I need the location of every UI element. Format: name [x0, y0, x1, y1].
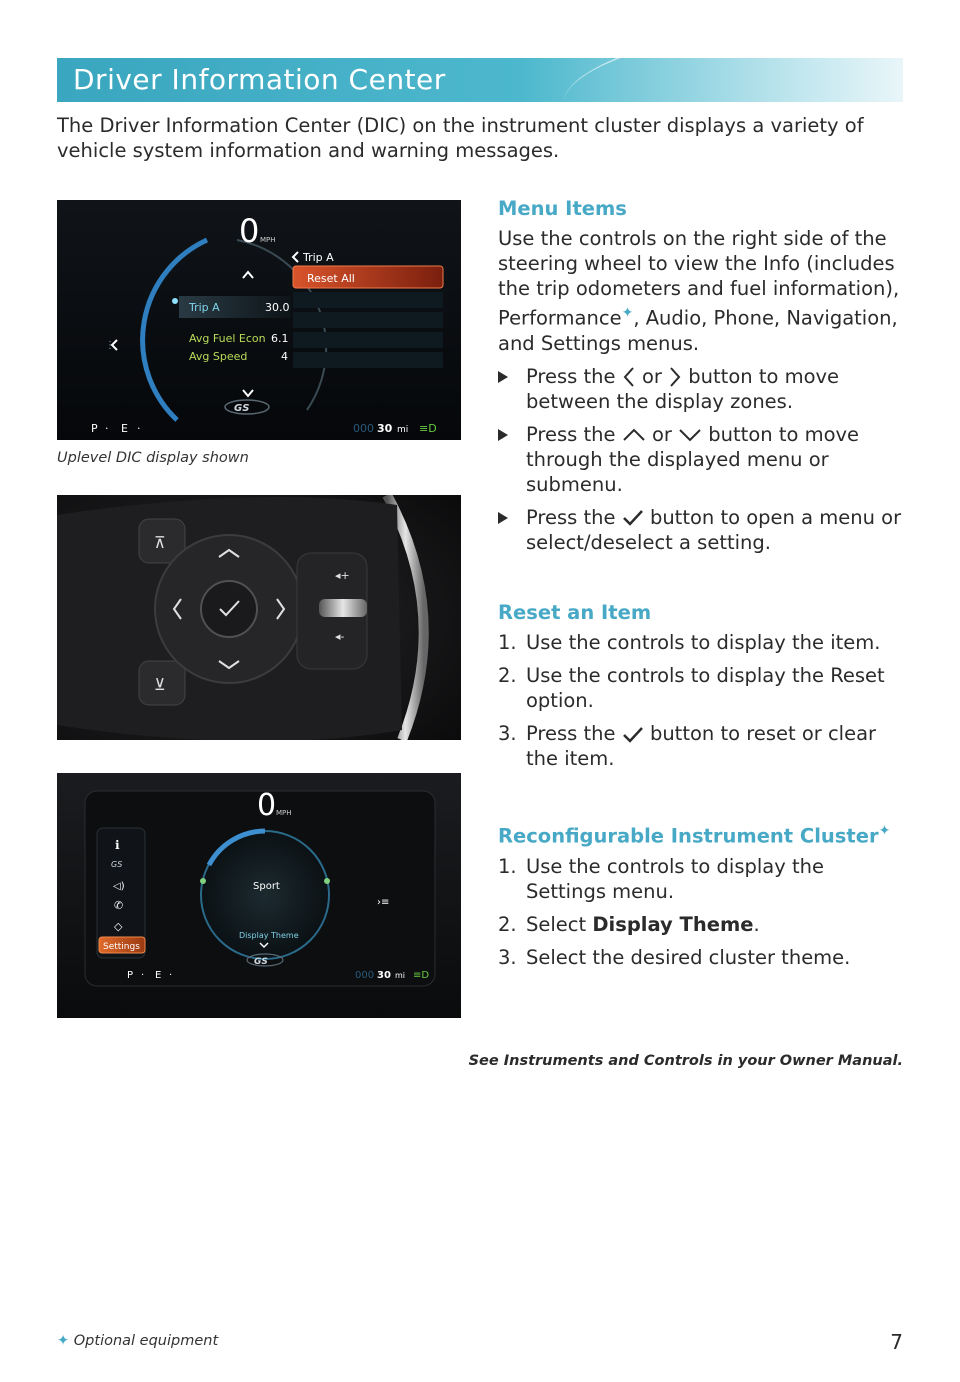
odometer-value: 30 [377, 422, 393, 435]
navigation-icon: ◇ [114, 920, 123, 933]
speed-value: 0 [239, 212, 260, 250]
select-button [201, 581, 257, 637]
menu-item-display-theme: Display Theme [239, 931, 299, 940]
settings-label: Settings [103, 942, 140, 952]
page-title: Driver Information Center [73, 63, 446, 96]
step-number: 3. [498, 722, 517, 745]
reset-step-3 [498, 721, 908, 771]
headlight-icon: ≡D [419, 422, 437, 435]
row-value-3: 4 [281, 350, 288, 363]
chevron-down-icon [678, 427, 702, 443]
figure-caption: Uplevel DIC display shown [57, 450, 249, 466]
odometer-unit: mi [395, 971, 406, 980]
fuel-indicator: E [121, 422, 128, 435]
cluster-settings-photo [57, 773, 461, 1018]
optional-text: Optional equipment [73, 1333, 219, 1349]
reconfigurable-cluster-title [498, 819, 908, 849]
optional-star: ✦ [621, 305, 634, 321]
reconfig-step-2 [498, 912, 908, 937]
gear-indicator: P [91, 422, 98, 435]
volume-wheel [319, 599, 367, 617]
gs-badge: GS [234, 403, 250, 414]
chevron-left-icon [622, 366, 636, 388]
intro-paragraph: The Driver Information Center (DIC) on the instrument cluster displays a variety of vehicle system information and warning messages. [57, 114, 864, 162]
menu-body-a: Use the controls on the right side of the steering wheel to view the Info (includes the trip odometers and fuel information), Performance [498, 227, 900, 330]
step-text: Use the controls to display the Reset option. [526, 664, 885, 712]
fuel-indicator: E [155, 970, 162, 981]
menu-items-body [498, 226, 908, 356]
bullet-display-zones [498, 364, 908, 414]
row-label-2: Avg Fuel Econ [189, 332, 266, 345]
speed-unit: MPH [276, 809, 292, 817]
section-header [57, 58, 903, 102]
reset-step-1 [498, 630, 908, 655]
cluster-settings-illustration [57, 773, 461, 1018]
steering-wheel-controls-photo [57, 495, 461, 740]
b2-pre: Press the [526, 422, 616, 446]
bullet-arrow-icon [498, 429, 508, 441]
row-value-1: 30.0 [265, 301, 290, 314]
row-label-1: Trip A [189, 301, 220, 314]
headlight-icon: ≡D [413, 970, 430, 981]
zone-title: Trip A [303, 251, 334, 264]
odometer-prefix: 000 [355, 970, 375, 981]
chevron-up-icon [622, 427, 646, 443]
volume-up-icon: ◂+ [335, 569, 350, 582]
bullet-select [498, 505, 908, 555]
speed-value: 0 [257, 788, 277, 823]
bullet-arrow-icon [498, 512, 508, 524]
optional-star: ✦ [57, 1333, 70, 1349]
step-text-pre: Select [526, 912, 587, 936]
odometer-prefix: 000 [353, 422, 374, 435]
chevron-right-icon [668, 366, 682, 388]
reconfigurable-cluster-section [498, 819, 908, 978]
step-number: 2. [498, 912, 517, 936]
odometer-value: 30 [377, 970, 391, 981]
owner-manual-reference: See Instruments and Controls in your Owner Manual. [468, 1053, 903, 1069]
info-icon: ℹ [115, 838, 120, 852]
chevron-right-icon: ›≡ [377, 897, 390, 908]
step-number: 2. [498, 664, 517, 687]
dic-display-illustration [57, 200, 461, 440]
menu-body-b: , Audio, Phone, Navigation, and Settings menus. [498, 306, 898, 355]
steering-wheel-illustration [57, 495, 461, 740]
phone-icon: ✆ [114, 899, 124, 912]
b2-post: button to move through the displayed menu or submenu. [526, 422, 860, 496]
theme-mode: Sport [253, 881, 280, 892]
step-number: 1. [498, 631, 517, 654]
gear-indicator: P [127, 970, 134, 981]
volume-down-icon: ◂- [335, 630, 345, 643]
step-number: 3. [498, 945, 517, 969]
svg-text:·: · [137, 422, 141, 435]
step-text: Use the controls to display the item. [526, 631, 881, 654]
dic-display-photo [57, 200, 461, 440]
step-text-post: button to reset or clear the item. [526, 722, 877, 770]
step-text-bold: Display Theme [592, 912, 754, 936]
mute-icon: ⊻ [154, 675, 166, 694]
bullet-menu-navigation [498, 422, 908, 497]
b2-or: or [651, 422, 672, 446]
svg-text:·: · [169, 970, 173, 981]
optional-equipment-note [57, 1333, 218, 1349]
bullet-arrow-icon [498, 371, 508, 383]
speed-unit: MPH [260, 236, 276, 244]
step-text: Select the desired cluster theme. [526, 945, 851, 969]
step-number: 1. [498, 854, 517, 878]
reconfig-step-1 [498, 854, 908, 904]
svg-text:⋮: ⋮ [105, 340, 115, 351]
b1-or: or [641, 364, 662, 388]
odometer-unit: mi [397, 425, 409, 435]
svg-text:·: · [105, 422, 109, 435]
gs-badge: GS [254, 957, 268, 967]
checkmark-icon [622, 726, 644, 744]
performance-icon: GS [111, 860, 123, 869]
row-value-2: 6.1 [271, 332, 289, 345]
reconfig-step-3 [498, 945, 908, 970]
reconfig-title-text: Reconfigurable Instrument Cluster [498, 824, 879, 848]
step-text-pre: Press the [526, 722, 616, 745]
checkmark-icon [622, 509, 644, 527]
step-text-post: . [753, 912, 760, 936]
header-swoosh [558, 58, 903, 102]
b3-pre: Press the [526, 505, 616, 529]
svg-text:·: · [141, 970, 145, 981]
menu-items-section [498, 196, 908, 563]
voice-icon: ⊼ [154, 533, 166, 552]
audio-icon: ◁) [113, 881, 125, 892]
optional-star: ✦ [878, 823, 891, 839]
menu-items-title: Menu Items [498, 197, 627, 220]
reset-item-section [498, 600, 908, 779]
b1-pre: Press the [526, 364, 616, 388]
b3-post: button to open a menu or select/deselect a setting. [526, 505, 902, 554]
page-number: 7 [890, 1330, 903, 1354]
menu-item-reset-all: Reset All [307, 272, 355, 285]
b1-post: button to move between the display zones. [526, 364, 840, 413]
reset-step-2 [498, 663, 908, 713]
step-text: Use the controls to display the Settings menu. [526, 854, 824, 903]
row-label-3: Avg Speed [189, 350, 248, 363]
reset-item-title: Reset an Item [498, 601, 652, 624]
